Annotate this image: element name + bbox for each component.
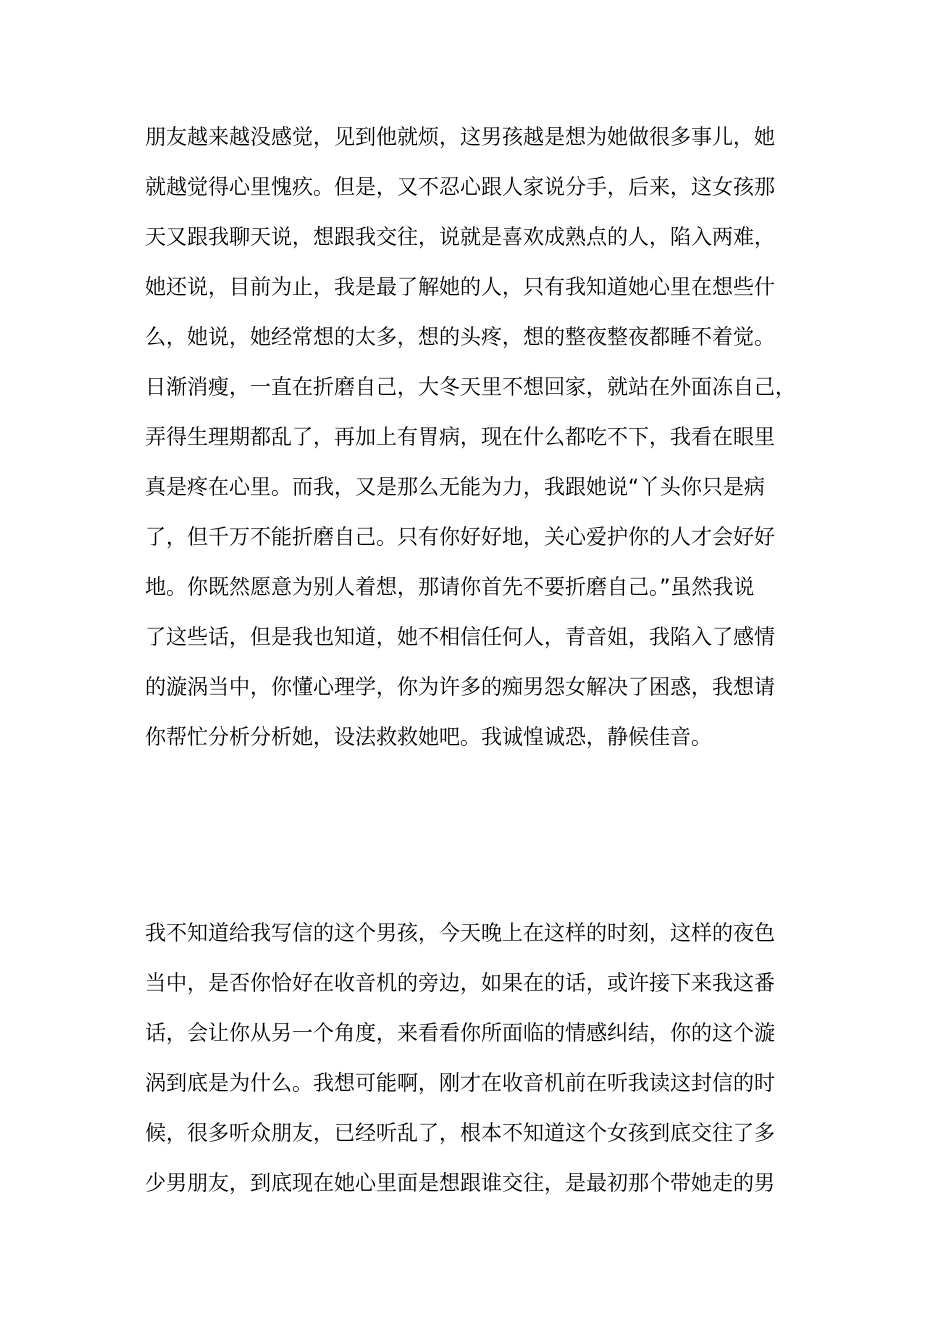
text-line: 了这些话，但是我也知道，她不相信任何人，青音姐，我陷入了感情 <box>145 625 775 649</box>
text-line: 当中，是否你恰好在收音机的旁边，如果在的话，或许接下来我这番 <box>145 971 775 995</box>
text-line: 弄得生理期都乱了，再加上有胃病，现在什么都吃不下，我看在眼里 <box>145 425 775 449</box>
text-line: 了，但千万不能折磨自己。只有你好好地，关心爱护你的人才会好好 <box>145 525 775 549</box>
text-line: 的漩涡当中，你懂心理学，你为许多的痴男怨女解决了困惑，我想请 <box>145 675 775 699</box>
text-line: 她还说，目前为止，我是最了解她的人，只有我知道她心里在想些什 <box>145 275 775 299</box>
text-line: 候，很多听众朋友，已经听乱了，根本不知道这个女孩到底交往了多 <box>145 1121 775 1145</box>
text-line: 你帮忙分析分析她，设法救救她吧。我诚惶诚恐，静候佳音。 <box>145 725 712 749</box>
paragraph-letter <box>145 112 835 762</box>
text-line: 我不知道给我写信的这个男孩，今天晚上在这样的时刻，这样的夜色 <box>145 921 775 945</box>
text-line: 日渐消瘦，一直在折磨自己，大冬天里不想回家，就站在外面冻自己， <box>145 375 796 399</box>
text-line: 么，她说，她经常想的太多，想的头疼，想的整夜整夜都睡不着觉。 <box>145 325 775 349</box>
text-line: 朋友越来越没感觉，见到他就烦，这男孩越是想为她做很多事儿，她 <box>145 125 775 149</box>
text-line: 少男朋友，到底现在她心里面是想跟谁交往，是最初那个带她走的男 <box>145 1171 775 1195</box>
text-line: 涡到底是为什么。我想可能啊，刚才在收音机前在听我读这封信的时 <box>145 1071 775 1095</box>
text-line: 话，会让你从另一个角度，来看看你所面临的情感纠结，你的这个漩 <box>145 1021 775 1045</box>
paragraph-reply <box>145 908 835 1208</box>
text-line: 天又跟我聊天说，想跟我交往，说就是喜欢成熟点的人，陷入两难， <box>145 225 775 249</box>
text-line: 就越觉得心里愧疚。但是，又不忍心跟人家说分手，后来，这女孩那 <box>145 175 775 199</box>
text-line: 真是疼在心里。而我，又是那么无能为力，我跟她说“丫头你只是病 <box>145 475 765 499</box>
text-line: 地。你既然愿意为别人着想，那请你首先不要折磨自己。”虽然我说 <box>145 575 755 599</box>
